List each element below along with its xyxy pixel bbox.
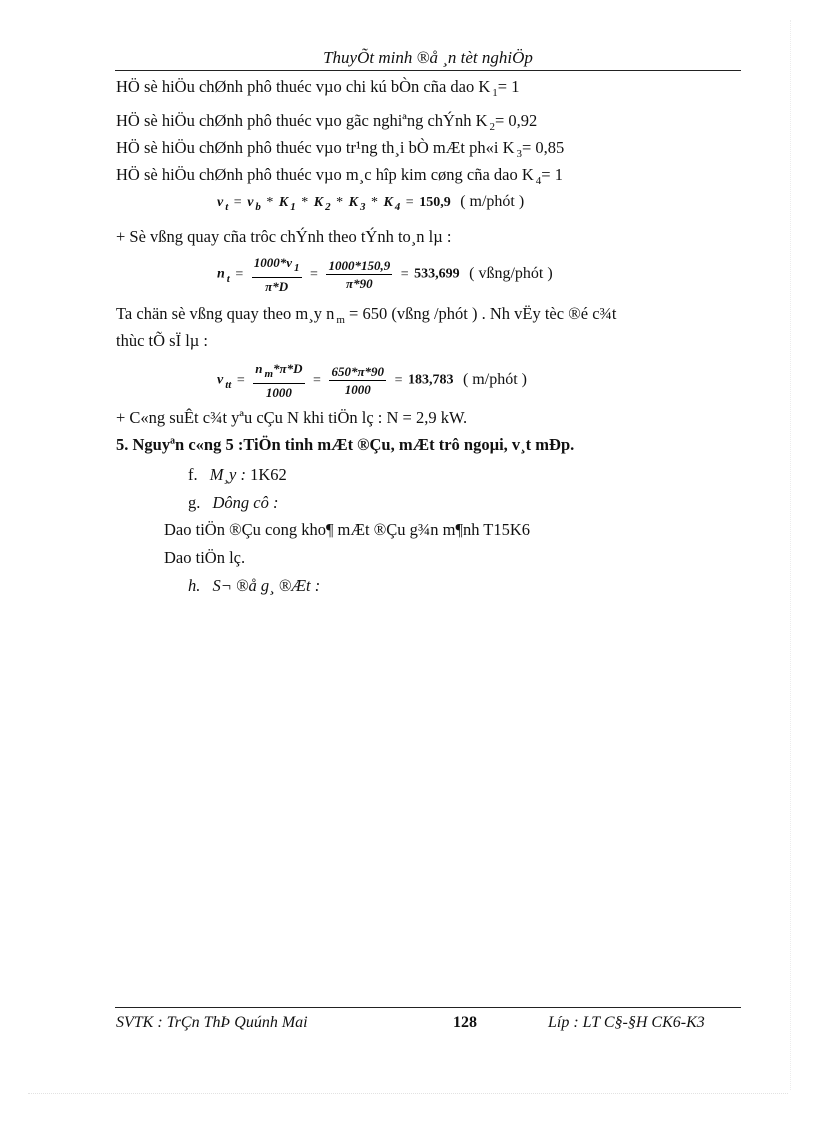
k4-value: = 1 (541, 165, 563, 184)
spindle-fraction-2: $\frac{1000*150,9}{\pi*90}$ (328, 258, 391, 291)
tool-1-text: Dao tiÖn ®Çu cong kho¶ mÆt ®Çu g¾n m¶nh T15K6 (164, 520, 531, 539)
actual-speed-fraction-2: $\frac{650*\pi*90}{1000}$ (331, 364, 385, 397)
actual-speed-unit: ( m/phót ) (462, 370, 527, 388)
coefficient-k1-line (116, 77, 519, 99)
k1-value: = 1 (497, 77, 520, 96)
power-requirement-line: + C«ng suÊt c¾t yªu cÇu N khi tiÖn lç : N = 2,9 kW. (116, 408, 468, 427)
spindle-fraction-1: $\frac{1000*v _1}{\pi*D}$ (253, 255, 300, 294)
actual-speed-result: 183,783 (407, 372, 454, 388)
k3-text: HÖ sè hiÖu chØnh phô thuéc vµo tr¹ng th¸i bÒ mÆt ph«i K (116, 138, 515, 157)
k2-subscript: 2 (489, 121, 495, 133)
k4-text: HÖ sè hiÖu chØnh phô thuéc vµo m¸c hîp kim cøng cña dao K (116, 165, 534, 184)
k4-subscript: 4 (535, 175, 542, 187)
page-edge-right (790, 20, 791, 1090)
machine-item-value: 1K62 (245, 465, 287, 484)
coefficient-k3-line (116, 138, 564, 160)
spindle-speed-heading: + Sè vßng quay cña trôc chÝnh theo tÝnh to¸n lµ : (116, 227, 452, 246)
tools-item-key: Dông cô : (212, 493, 279, 512)
footer-class: Líp : LT C§-§H CK6-K3 (548, 1014, 705, 1031)
setup-item-key: S¬ ®å g¸ ®Æt : (212, 576, 321, 595)
spindle-speed-result: 533,699 (414, 266, 460, 282)
tools-item-label: g. (188, 493, 201, 512)
actual-speed-fraction-1: $\frac{n _m*\pi*D}{1000}$ (255, 361, 303, 400)
cutting-speed-unit: ( m/phót ) (460, 193, 525, 210)
k2-text: HÖ sè hiÖu chØnh phô thuéc vµo gãc nghiªng chÝnh K (116, 111, 488, 130)
tools-item (188, 493, 278, 513)
machine-item (188, 465, 287, 485)
header-rule (115, 70, 741, 71)
coefficient-k4-line (116, 165, 563, 187)
setup-diagram-item (188, 576, 320, 596)
machine-speed-paragraph-line2: thùc tÕ sÏ lµ : (116, 331, 208, 350)
k1-text: HÖ sè hiÖu chØnh phô thuéc vµo chi kú bÒn cña dao K (116, 77, 491, 96)
k3-subscript: 3 (516, 148, 522, 160)
cutting-speed-result: 150,9 (419, 195, 451, 210)
footer-student: SVTK : TrÇn ThÞ Quúnh Mai (116, 1014, 308, 1031)
page-edge-bottom (28, 1093, 788, 1094)
spindle-speed-formula: n $_t$ = $\frac{1000*v _1}{\pi*D}$ = $\frac{1000*150,9}{\pi*90}$ = 533,699 ( vßng/phót ) (217, 255, 553, 294)
cutting-speed-formula: v $_t$ = v $_b$ * K $_1$ * K $_2$ * K $_3$ * K $_4$ = 150,9 ( m/phót ) (217, 193, 525, 213)
operation-5-heading: 5. Nguyªn c«ng 5 :TiÖn tinh mÆt ®Çu, mÆt trô ngoµi, v¸t mÐp. (116, 435, 575, 454)
actual-speed-formula: v $_{tt}$ = $\frac{n _m*\pi*D}{1000}$ = $\frac{650*\pi*90}{1000}$ = 183,783 ( m/phót ) (217, 361, 527, 400)
tool-2-text: Dao tiÖn lç. (164, 548, 246, 567)
machine-item-label: f. (188, 465, 198, 484)
k2-value: = 0,92 (495, 111, 538, 130)
spindle-speed-unit: ( vßng/phót ) (469, 264, 553, 282)
footer-rule (115, 1007, 741, 1008)
k1-subscript: 1 (492, 87, 498, 99)
page-number: 128 (453, 1014, 477, 1031)
page-header-title: ThuyÕt minh ®å ¸n tèt nghiÖp (323, 48, 533, 67)
setup-item-label: h. (188, 576, 201, 595)
coefficient-k2-line (116, 111, 537, 133)
machine-item-key: M¸y : (209, 465, 246, 484)
k3-value: = 0,85 (522, 138, 565, 157)
machine-speed-paragraph-line1: Ta chän sè vßng quay theo m¸y n $_m$ = 650 (vßng /phót ) . Nh vËy tèc ®é c¾t (116, 304, 617, 326)
